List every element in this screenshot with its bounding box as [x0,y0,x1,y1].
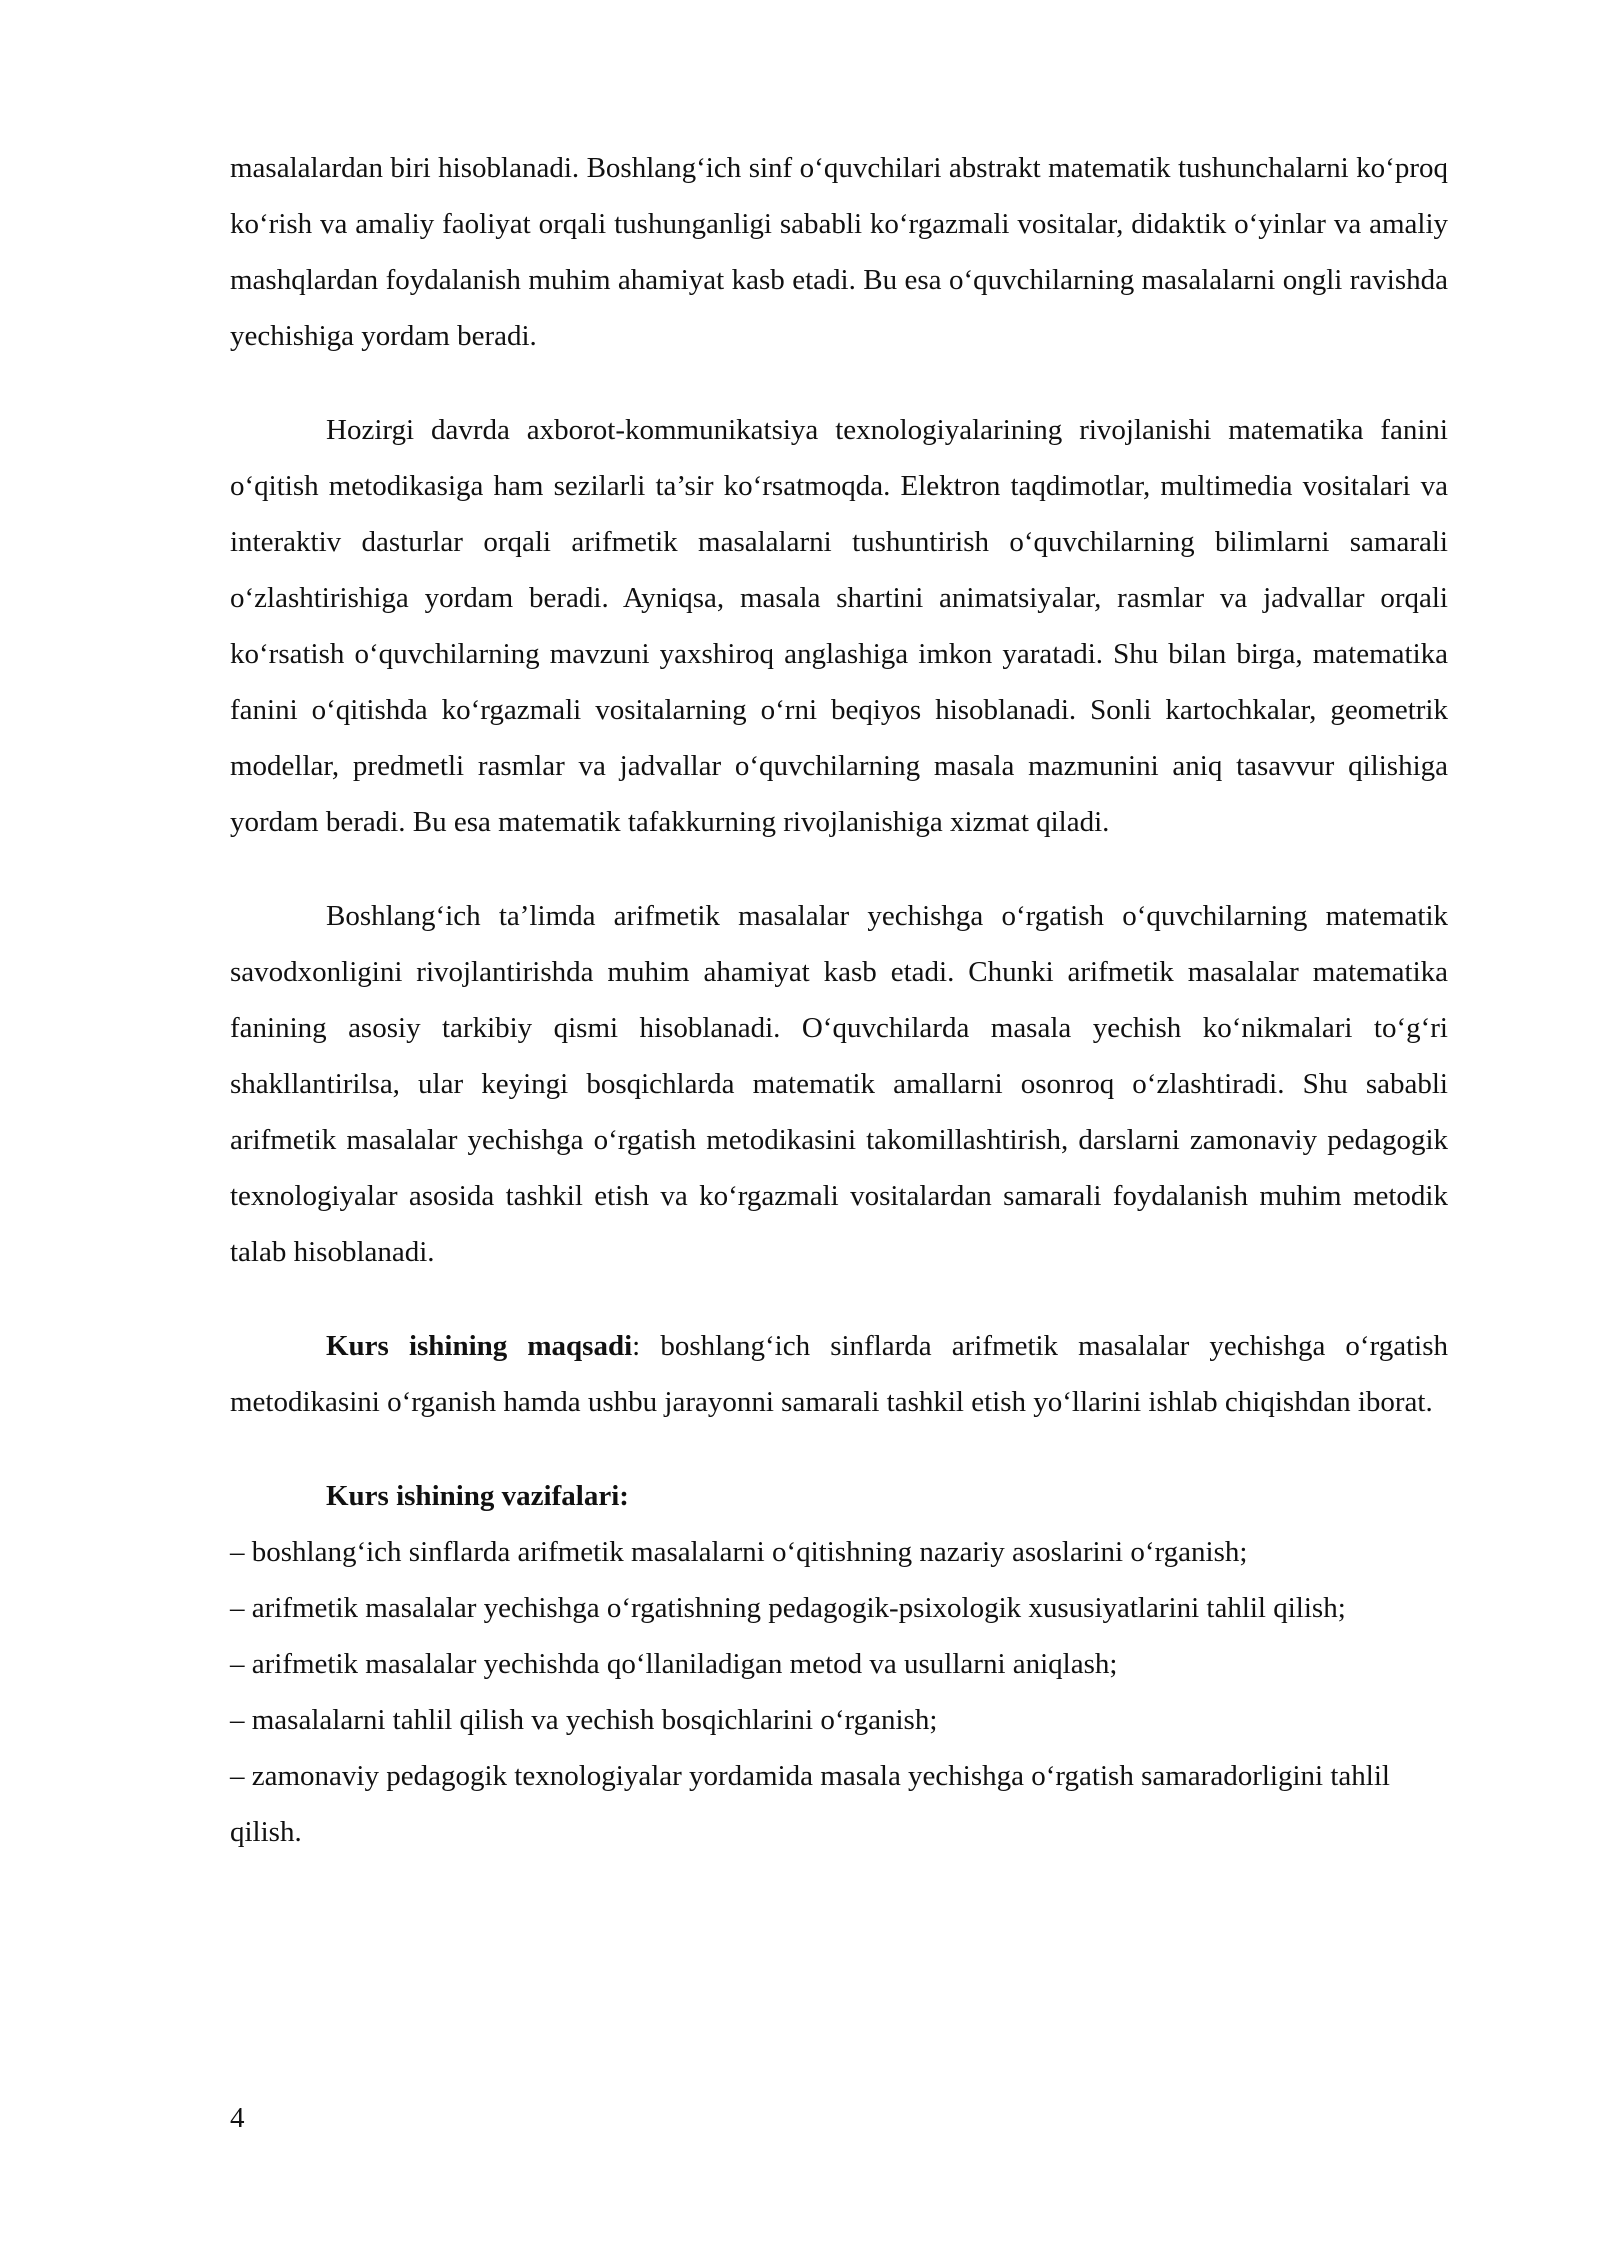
tasks-heading: Kurs ishining vazifalari: [326,1480,629,1512]
task-item-2: – arifmetik masalalar yechishga o‘rgatishning pedagogik-psixologik xususiyatlarini tahlil qilish; [230,1592,1346,1624]
task-item-4: – masalalarni tahlil qilish va yechish bosqichlarini o‘rganish; [230,1704,938,1736]
tasks-section [230,1468,1448,1860]
goal-text: : boshlang‘ich sinflarda arifmetik masalalar yechishga o‘rgatish metodikasini o‘rganish hamda ushbu jarayonni samarali tashkil etish yo‘llarini ishlab chiqishdan iborat. [230,1330,1448,1418]
paragraph-2: Hozirgi davrda axborot-kommunikatsiya texnologiyalarining rivojlanishi matematika fanini o‘qitish metodikasiga ham sezilarli ta’sir ko‘rsatmoqda. Elektron taqdimotlar, multimedia vositalari va interaktiv dasturlar orqali arifmetik masalalarni tushuntirish o‘quvchilarning bilimlarni samarali o‘zlashtirishiga yordam beradi. Ayniqsa, masala shartini animatsiyalar, rasmlar va jadvallar orqali ko‘rsatish o‘quvchilarning mavzuni yaxshiroq anglashiga imkon yaratadi. Shu bilan birga, matematika fanini o‘qitishda ko‘rgazmali vositalarning o‘rni beqiyos hisoblanadi. Sonli kartochkalar, geometrik modellar, predmetli rasmlar va jadvallar o‘quvchilarning masala mazmunini aniq tasavvur qilishiga yordam beradi. Bu esa matematik tafakkurning rivojlanishiga xizmat qiladi. [230,414,1448,838]
document-page [230,140,1448,1860]
goal-paragraph [230,1318,1448,1430]
paragraph-1: masalalardan biri hisoblanadi. Boshlang‘ich sinf o‘quvchilari abstrakt matematik tushunchalarni ko‘proq ko‘rish va amaliy faoliyat orqali tushunganligi sababli ko‘rgazmali vositalar, didaktik o‘yinlar va amaliy mashqlardan foydalanish muhim ahamiyat kasb etadi. Bu esa o‘quvchilarning masalalarni ongli ravishda yechishiga yordam beradi. [230,152,1448,352]
task-item-3: – arifmetik masalalar yechishda qo‘llaniladigan metod va usullarni aniqlash; [230,1648,1118,1680]
page-number: 4 [230,2102,245,2134]
task-item-1: – boshlang‘ich sinflarda arifmetik masalalarni o‘qitishning nazariy asoslarini o‘rganish; [230,1536,1248,1568]
goal-label: Kurs ishining maqsadi [326,1330,633,1362]
paragraph-3: Boshlang‘ich ta’limda arifmetik masalalar yechishga o‘rgatish o‘quvchilarning matematik savodxonligini rivojlantirishda muhim ahamiyat kasb etadi. Chunki arifmetik masalalar matematika fanining asosiy tarkibiy qismi hisoblanadi. O‘quvchilarda masala yechish ko‘nikmalari to‘g‘ri shakllantirilsa, ular keyingi bosqichlarda matematik amallarni osonroq o‘zlashtiradi. Shu sababli arifmetik masalalar yechishga o‘rgatish metodikasini takomillashtirish, darslarni zamonaviy pedagogik texnologiyalar asosida tashkil etish va ko‘rgazmali vositalardan samarali foydalanish muhim metodik talab hisoblanadi. [230,900,1448,1268]
tasks-list [230,1524,1448,1860]
task-item-5: – zamonaviy pedagogik texnologiyalar yordamida masala yechishga o‘rgatish samaradorligini tahlil qilish. [230,1760,1390,1848]
